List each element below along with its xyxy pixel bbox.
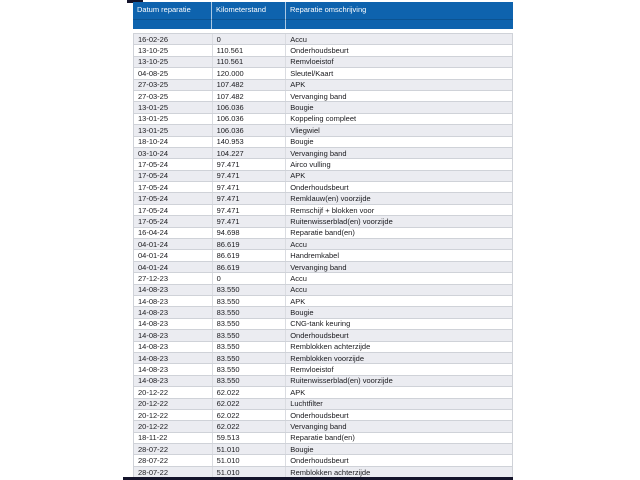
repair-date-cell: 27-03-25 (134, 80, 213, 90)
repair-date-cell: 13-10-25 (134, 45, 213, 55)
odometer-cell: 62.022 (213, 399, 287, 409)
odometer-cell: 83.550 (213, 307, 287, 317)
repair-date-cell: 14-08-23 (134, 319, 213, 329)
odometer-cell: 106.036 (213, 125, 287, 135)
repair-date-cell: 04-01-24 (134, 250, 213, 260)
repair-date-cell: 14-08-23 (134, 330, 213, 340)
odometer-cell: 107.482 (213, 80, 287, 90)
repair-description-cell: Remblokken achterzijde (290, 342, 371, 352)
odometer-cell: 62.022 (213, 410, 287, 420)
repair-description-cell: Vervanging band (290, 262, 347, 272)
odometer-cell: 97.471 (213, 159, 287, 169)
repair-date-cell: 27-12-23 (134, 273, 213, 283)
table-row[interactable] (134, 410, 512, 421)
table-row[interactable] (134, 193, 512, 204)
repair-date-cell: 20-12-22 (134, 421, 213, 431)
repair-description-cell: Vervanging band (290, 421, 347, 431)
repair-description-cell: Luchtfilter (290, 399, 323, 409)
table-row[interactable] (134, 228, 512, 239)
repair-description-cell: Ruitenwisserblad(en) voorzijde (290, 376, 393, 386)
repair-description-cell: Bougie (290, 444, 314, 454)
table-row[interactable] (134, 45, 512, 56)
odometer-cell: 94.698 (213, 228, 287, 238)
repair-date-cell: 17-05-24 (134, 159, 213, 169)
repair-description-cell: Bougie (290, 137, 314, 147)
repair-description-cell: Koppeling compleet (290, 114, 357, 124)
repair-date-cell: 17-05-24 (134, 216, 213, 226)
repair-description-cell: Remschijf + blokken voor (290, 205, 375, 215)
repair-description-cell: Reparatie band(en) (290, 433, 355, 443)
repair-description-cell: Remblokken voorzijde (290, 353, 365, 363)
odometer-cell: 140.953 (213, 137, 287, 147)
repair-description-cell: Airco vulling (290, 159, 331, 169)
repair-date-cell: 28-07-22 (134, 455, 213, 465)
repair-date-cell: 14-08-23 (134, 376, 213, 386)
repair-date-cell: 27-03-25 (134, 91, 213, 101)
repair-date-cell: 03-10-24 (134, 148, 213, 158)
repair-date-cell: 20-12-22 (134, 387, 213, 397)
column-header-odometer[interactable]: Kilometerstand (212, 2, 286, 29)
repair-description-cell: Accu (290, 285, 307, 295)
table-row[interactable] (134, 239, 512, 250)
repair-date-cell: 13-01-25 (134, 125, 213, 135)
repair-description-cell: Remklauw(en) voorzijde (290, 194, 371, 204)
table-row[interactable] (134, 353, 512, 364)
repair-description-cell: APK (290, 387, 306, 397)
repair-date-cell: 14-08-23 (134, 307, 213, 317)
table-row[interactable] (134, 80, 512, 91)
table-row[interactable] (134, 433, 512, 444)
table-row[interactable] (134, 250, 512, 261)
repair-description-cell: Accu (290, 273, 307, 283)
table-row[interactable] (134, 307, 512, 318)
repair-date-cell: 20-12-22 (134, 399, 213, 409)
odometer-cell: 62.022 (213, 387, 287, 397)
table-row[interactable] (134, 273, 512, 284)
repair-description-cell: Onderhoudsbeurt (290, 330, 349, 340)
table-row[interactable] (134, 421, 512, 432)
odometer-cell: 83.550 (213, 376, 287, 386)
repair-history-table (133, 2, 513, 478)
table-row[interactable] (134, 114, 512, 125)
table-row[interactable] (134, 137, 512, 148)
repair-date-cell: 17-05-24 (134, 205, 213, 215)
table-row[interactable] (134, 330, 512, 341)
odometer-cell: 110.561 (213, 57, 287, 67)
repair-description-cell: CNG-tank keuring (290, 319, 351, 329)
odometer-cell: 0 (213, 34, 287, 44)
table-row[interactable] (134, 68, 512, 79)
repair-date-cell: 13-10-25 (134, 57, 213, 67)
table-row[interactable] (134, 91, 512, 102)
repair-date-cell: 13-01-25 (134, 102, 213, 112)
table-row[interactable] (134, 444, 512, 455)
table-row[interactable] (134, 262, 512, 273)
repair-description-cell: Remblokken achterzijde (290, 467, 371, 477)
table-header-row (133, 2, 513, 29)
odometer-cell: 104.227 (213, 148, 287, 158)
repair-date-cell: 16-02-26 (134, 34, 213, 44)
table-row[interactable] (134, 182, 512, 193)
repair-description-cell: Reparatie band(en) (290, 228, 355, 238)
repair-description-cell: APK (290, 171, 306, 181)
repair-date-cell: 14-08-23 (134, 342, 213, 352)
table-row[interactable] (134, 34, 512, 45)
repair-description-cell: Vervanging band (290, 91, 347, 101)
table-row[interactable] (134, 171, 512, 182)
table-row[interactable] (134, 57, 512, 68)
odometer-cell: 51.010 (213, 467, 287, 477)
odometer-cell: 86.619 (213, 262, 287, 272)
column-header-repair-date[interactable]: Datum reparatie (133, 2, 212, 29)
table-row[interactable] (134, 455, 512, 466)
repair-description-cell: Onderhoudsbeurt (290, 410, 349, 420)
odometer-cell: 51.010 (213, 444, 287, 454)
repair-description-cell: APK (290, 80, 306, 90)
repair-description-cell: Remvloeistof (290, 57, 334, 67)
odometer-cell: 83.550 (213, 319, 287, 329)
table-row[interactable] (134, 285, 512, 296)
repair-description-cell: APK (290, 296, 306, 306)
repair-date-cell: 18-11-22 (134, 433, 213, 443)
table-row[interactable] (134, 125, 512, 136)
odometer-cell: 106.036 (213, 114, 287, 124)
repair-description-cell: Ruitenwisserblad(en) voorzijde (290, 216, 393, 226)
odometer-cell: 110.561 (213, 45, 287, 55)
repair-description-cell: Onderhoudsbeurt (290, 456, 349, 466)
repair-date-cell: 14-08-23 (134, 285, 213, 295)
odometer-cell: 97.471 (213, 182, 287, 192)
table-body (133, 33, 513, 478)
repair-date-cell: 13-01-25 (134, 114, 213, 124)
table-row[interactable] (134, 148, 512, 159)
repair-description-cell: Remvloeistof (290, 365, 334, 375)
table-row[interactable] (134, 376, 512, 387)
odometer-cell: 59.513 (213, 433, 287, 443)
repair-date-cell: 17-05-24 (134, 182, 213, 192)
repair-date-cell: 18-10-24 (134, 137, 213, 147)
table-row[interactable] (134, 296, 512, 307)
odometer-cell: 86.619 (213, 250, 287, 260)
table-row[interactable] (134, 205, 512, 216)
odometer-cell: 83.550 (213, 296, 287, 306)
odometer-cell: 62.022 (213, 421, 287, 431)
repair-description-cell: Bougie (290, 103, 314, 113)
odometer-cell: 0 (213, 273, 287, 283)
repair-description-cell: Onderhoudsbeurt (290, 182, 349, 192)
odometer-cell: 83.550 (213, 364, 287, 374)
repair-date-cell: 16-04-24 (134, 228, 213, 238)
repair-date-cell: 04-01-24 (134, 262, 213, 272)
repair-date-cell: 17-05-24 (134, 193, 213, 203)
repair-description-cell: Handremkabel (290, 251, 339, 261)
repair-date-cell: 14-08-23 (134, 353, 213, 363)
table-row[interactable] (134, 319, 512, 330)
repair-description-cell: Onderhoudsbeurt (290, 46, 349, 56)
repair-description-cell: Vervanging band (290, 148, 347, 158)
table-row[interactable] (134, 387, 512, 398)
table-row[interactable] (134, 159, 512, 170)
repair-date-cell: 20-12-22 (134, 410, 213, 420)
odometer-cell: 97.471 (213, 205, 287, 215)
repair-date-cell: 28-07-22 (134, 444, 213, 454)
odometer-cell: 107.482 (213, 91, 287, 101)
table-row[interactable] (134, 399, 512, 410)
repair-date-cell: 14-08-23 (134, 296, 213, 306)
odometer-cell: 86.619 (213, 239, 287, 249)
repair-description-cell: Sleutel/Kaart (290, 68, 334, 78)
odometer-cell: 97.471 (213, 216, 287, 226)
repair-description-cell: Bougie (290, 308, 314, 318)
repair-date-cell: 28-07-22 (134, 467, 213, 477)
odometer-cell: 83.550 (213, 285, 287, 295)
odometer-cell: 97.471 (213, 193, 287, 203)
odometer-cell: 106.036 (213, 102, 287, 112)
odometer-cell: 97.471 (213, 171, 287, 181)
repair-description-cell: Vliegwiel (290, 125, 320, 135)
repair-date-cell: 04-08-25 (134, 68, 213, 78)
repair-date-cell: 04-01-24 (134, 239, 213, 249)
repair-description-cell: Accu (290, 34, 307, 44)
odometer-cell: 51.010 (213, 455, 287, 465)
repair-date-cell: 17-05-24 (134, 171, 213, 181)
odometer-cell: 120.000 (213, 68, 287, 78)
table-row[interactable] (134, 102, 512, 113)
table-row[interactable] (134, 216, 512, 227)
column-header-repair-description[interactable]: Reparatie omschrijving (290, 5, 367, 14)
odometer-cell: 83.550 (213, 342, 287, 352)
table-row[interactable] (134, 342, 512, 353)
table-row[interactable] (134, 364, 512, 375)
odometer-cell: 83.550 (213, 330, 287, 340)
repair-date-cell: 14-08-23 (134, 364, 213, 374)
repair-description-cell: Accu (290, 239, 307, 249)
odometer-cell: 83.550 (213, 353, 287, 363)
